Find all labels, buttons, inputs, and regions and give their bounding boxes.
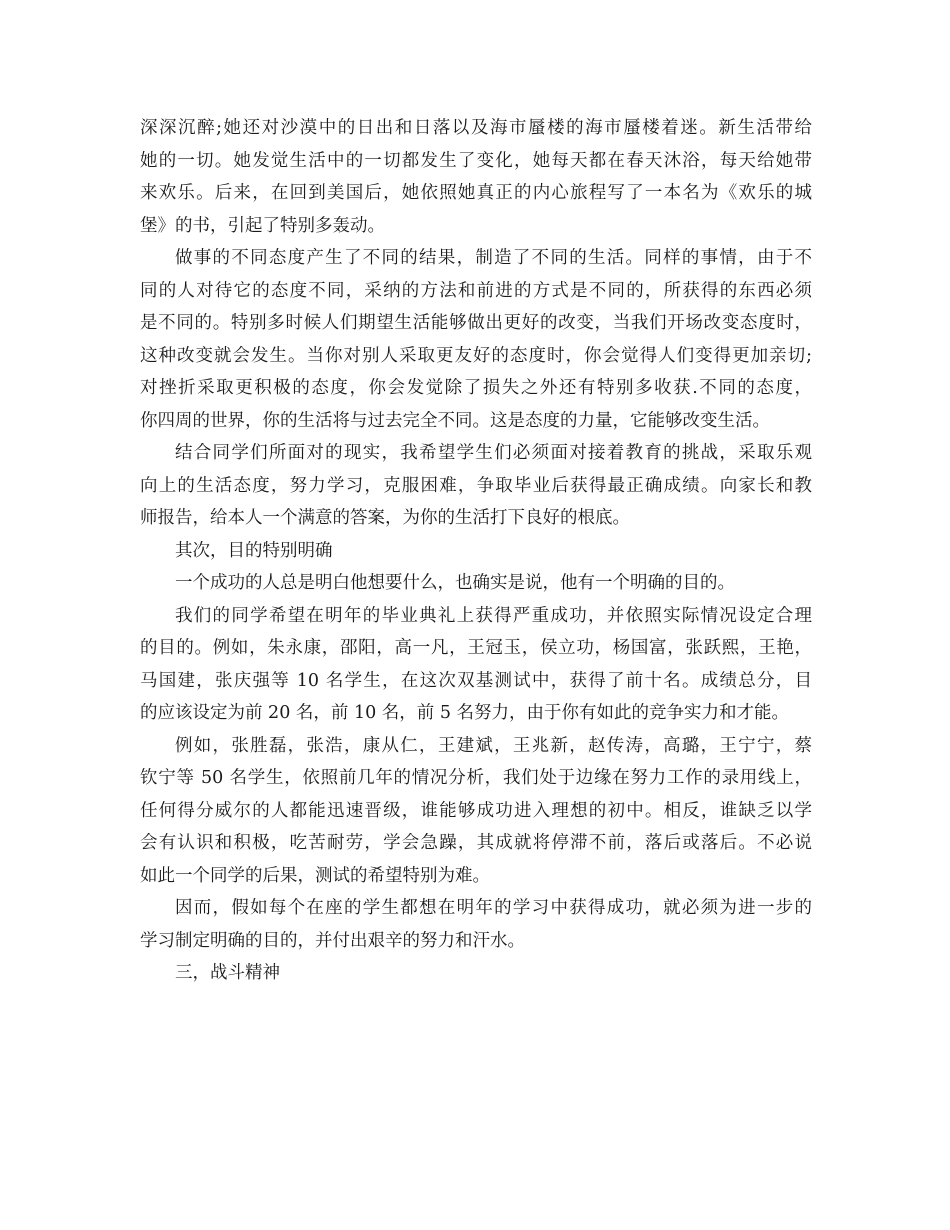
text-line: 同的人对待它的态度不同，采纳的方法和前进的方式是不同的，所获得的东西必须 — [140, 280, 812, 301]
paragraph — [140, 242, 812, 437]
text-line: 马国建，张庆强等 10 名学生，在这次双基测试中，获得了前十名。成绩总分，目 — [140, 670, 812, 691]
text-line: 其次，目的特别明确 — [175, 540, 333, 561]
paragraph — [140, 892, 812, 957]
paragraph — [140, 957, 812, 990]
text-line: 深深沉醉;她还对沙漠中的日出和日落以及海市蜃楼的海市蜃楼着迷。新生活带给 — [140, 118, 812, 138]
text-line: 向上的生活态度，努力学习，克服困难，争取毕业后获得最正确成绩。向家长和教 — [140, 475, 812, 496]
text-line: 来欢乐。后来，在回到美国后，她依照她真正的内心旅程写了一本名为《欢乐的城 — [140, 183, 812, 203]
text-line: 学习制定明确的目的，并付出艰辛的努力和汗水。 — [140, 930, 525, 951]
document-page — [140, 112, 812, 990]
text-line: 一个成功的人总是明白他想要什么，也确实是说，他有一个明确的目的。 — [175, 573, 735, 593]
text-line: 因而，假如每个在座的学生都想在明年的学习中获得成功，就必须为进一步的 — [175, 898, 812, 918]
text-line: 三，战斗精神 — [175, 963, 280, 983]
text-line: 这种改变就会发生。当你对别人采取更友好的态度时，你会觉得人们变得更加亲切; — [140, 345, 812, 366]
paragraph — [140, 437, 812, 535]
paragraph — [140, 600, 812, 730]
paragraph — [140, 535, 812, 568]
text-line: 会有认识和积极，吃苦耐劳，学会急躁，其成就将停滞不前，落后或落后。不必说 — [140, 833, 812, 853]
text-line: 结合同学们所面对的现实，我希望学生们必须面对接着教育的挑战，采取乐观 — [175, 443, 812, 463]
text-line: 我们的同学希望在明年的毕业典礼上获得严重成功，并依照实际情况设定合理 — [175, 605, 812, 626]
text-line: 堡》的书，引起了特别多轰动。 — [140, 215, 385, 236]
text-line: 的应该设定为前 20 名，前 10 名，前 5 名努力，由于你有如此的竞争实力和才能。 — [140, 703, 790, 723]
text-line: 师报告，给本人一个满意的答案，为你的生活打下良好的根底。 — [140, 508, 630, 528]
text-line: 任何得分威尔的人都能迅速晋级，谁能够成功进入理想的初中。相反，谁缺乏以学 — [140, 800, 812, 821]
text-line: 钦宁等 50 名学生，依照前几年的情况分析，我们处于边缘在努力工作的录用线上， — [140, 768, 812, 788]
paragraph — [140, 112, 812, 242]
text-line: 你四周的世界，你的生活将与过去完全不同。这是态度的力量，它能够改变生活。 — [140, 410, 770, 431]
text-line: 的目的。例如，朱永康，邵阳，高一凡，王冠玉，侯立功，杨国富，张跃熙，王艳， — [140, 638, 812, 658]
text-line: 例如，张胜磊，张浩，康从仁，王建斌，王兆新，赵传涛，高璐，王宁宁，蔡 — [175, 735, 812, 756]
text-line: 她的一切。她发觉生活中的一切都发生了变化，她每天都在春天沐浴，每天给她带 — [140, 150, 812, 171]
text-line: 对挫折采取更积极的态度，你会发觉除了损失之外还有特别多收获.不同的态度， — [140, 378, 812, 398]
text-line: 做事的不同态度产生了不同的结果，制造了不同的生活。同样的事情，由于不 — [175, 248, 812, 268]
paragraph — [140, 567, 812, 600]
text-line: 如此一个同学的后果，测试的希望特别为难。 — [140, 865, 490, 886]
paragraph — [140, 730, 812, 893]
text-line: 是不同的。特别多时候人们期望生活能够做出更好的改变，当我们开场改变态度时， — [140, 313, 812, 333]
